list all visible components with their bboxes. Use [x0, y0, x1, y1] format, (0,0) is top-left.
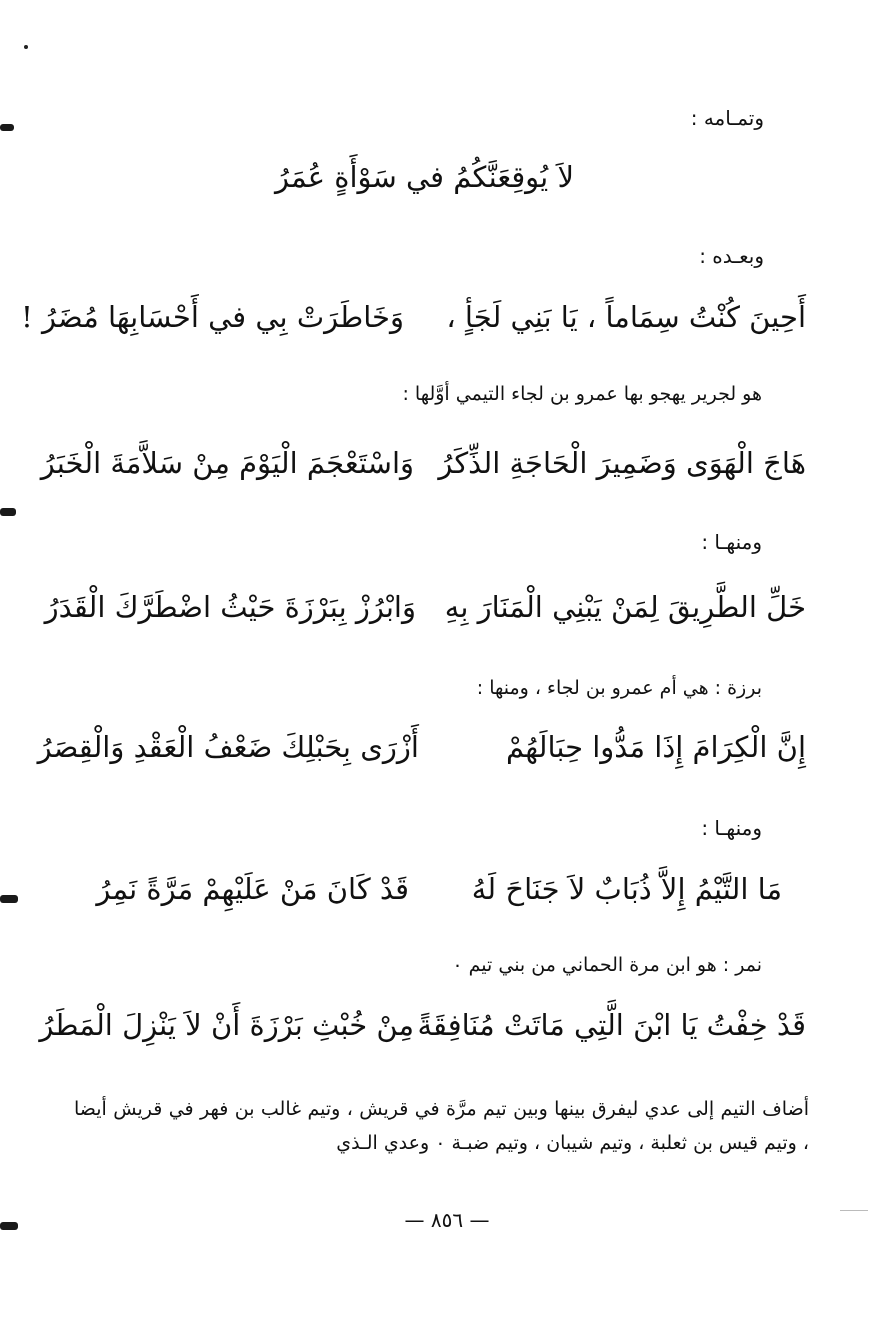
- label-minha-1: ومنهـا :: [701, 530, 762, 554]
- scan-mark: [0, 124, 14, 131]
- verse-4-left: أَزْرَى بِحَبْلِكَ ضَعْفُ الْعَقْدِ وَالْقِصَرُ: [37, 730, 419, 764]
- verse-2-left: وَاسْتَعْجَمَ الْيَوْمَ مِنْ سَلاَّمَةَ الْخَبَرُ: [40, 446, 414, 480]
- prose-paragraph: أضاف التيم إلى عدي ليفرق بينها وبين تيم مرَّة في قريش ، وتيم غالب بن فهر في قريش أيضا ، وتيم قيس بن ثعلبة ، وتيم شيبان ، وتيم ضبـة ٠ وعدي الـذي: [74, 1098, 809, 1154]
- scan-mark: [0, 508, 16, 516]
- note-1: هو لجرير يهجو بها عمرو بن لجاء التيمي أوَّلها :: [402, 383, 762, 405]
- label-minha-2: ومنهـا :: [701, 816, 762, 840]
- label-tamamuh: وتمـامه :: [690, 106, 764, 130]
- label-baadah: وبعـده :: [699, 244, 764, 268]
- verse-5-right: مَا التَّيْمُ إِلاَّ ذُبَابٌ لاَ جَنَاحَ لَهُ: [471, 872, 782, 906]
- verse-6-right: قَدْ خِفْتُ يَا ابْنَ الَّتِي مَاتَتْ مُنَافِقَةً: [417, 1008, 806, 1042]
- verse-5-left: قَدْ كَانَ مَنْ عَلَيْهِمْ مَرَّةً نَمِرُ: [96, 872, 409, 906]
- scan-dot: [24, 45, 28, 49]
- verse-2-right: هَاجَ الْهَوَى وَضَمِيرَ الْحَاجَةِ الذِّكَرُ: [438, 446, 806, 480]
- verse-6-left: مِنْ خُبْثِ بَرْزَةَ أَنْ لاَ يَنْزِلَ الْمَطَرُ: [39, 1008, 414, 1042]
- note-3: نمر : هو ابن مرة الحماني من بني تيم ٠: [452, 954, 762, 976]
- scan-mark: [0, 895, 18, 903]
- verse-4-right: إِنَّ الْكِرَامَ إِذَا مَدُّوا حِبَالَهُمْ: [505, 730, 806, 764]
- verse-3-left: وَابْرُزْ بِبَرْزَةَ حَيْثُ اضْطَرَّكَ الْقَدَرُ: [44, 590, 416, 624]
- verse-3-right: خَلِّ الطَّرِيقَ لِمَنْ يَبْنِي الْمَنَارَ بِهِ: [444, 590, 806, 624]
- verse-0: لاَ يُوقِعَنَّكُمُ في سَوْأَةٍ عُمَرُ: [274, 160, 574, 194]
- verse-1-left: وَخَاطَرَتْ بِي في أَحْسَابِهَا مُضَرُ !: [21, 300, 404, 334]
- verse-1-right: أَحِينَ كُنْتُ سِمَاماً ، يَا بَنِي لَجَأٍ ،: [446, 300, 806, 334]
- note-2: برزة : هي أم عمرو بن لجاء ، ومنها :: [476, 677, 762, 699]
- page-number: — ٨٥٦ —: [404, 1208, 490, 1232]
